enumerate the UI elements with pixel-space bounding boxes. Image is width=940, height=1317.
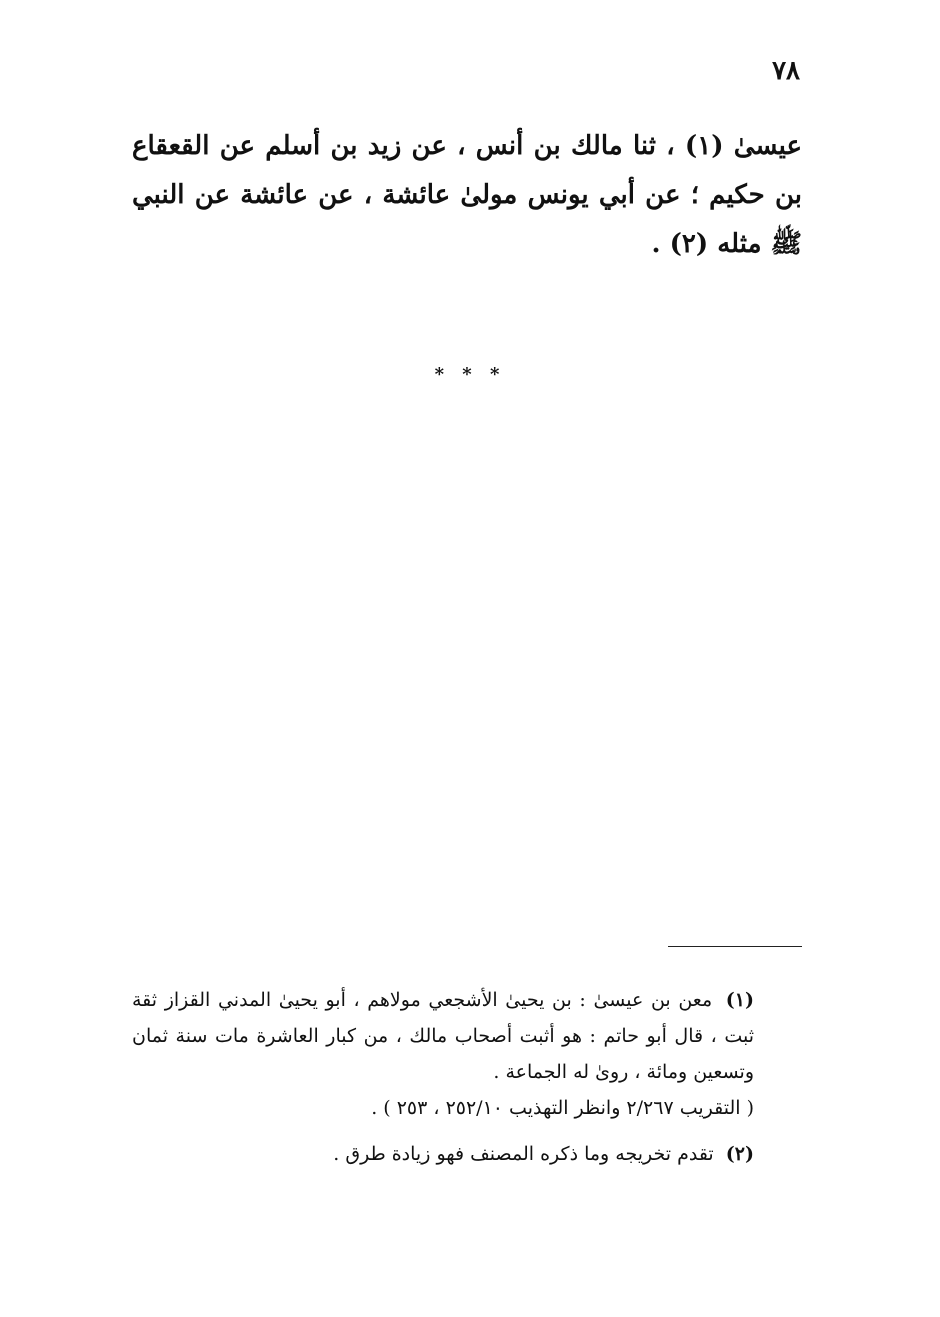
main-paragraph: عيسىٰ (١) ، ثنا مالك بن أنس ، عن زيد بن أسلم عن القعقاع بن حكيم ؛ عن أبي يونس مولىٰ عائشة ، عن عائشة عن النبي ﷺ مثله (٢) . bbox=[132, 131, 802, 259]
footnote-divider bbox=[668, 946, 802, 947]
footnotes bbox=[132, 982, 802, 1182]
footnote-2-marker: (٢) bbox=[725, 1143, 754, 1165]
footnote-1-text: معن بن عيسىٰ : بن يحيىٰ الأشجعي مولاهم ، أبو يحيىٰ المدني القزاز ثقة ثبت ، قال أبو حاتم : هو أثبت أصحاب مالك ، من كبار العاشرة مات سنة ثمان وتسعين ومائة ، روىٰ له الجماعة . bbox=[132, 989, 754, 1083]
footnote-2-text: تقدم تخريجه وما ذكره المصنف فهو زيادة طرق . bbox=[333, 1143, 714, 1165]
page-number: ٧٨ bbox=[772, 56, 800, 86]
section-separator: * * * bbox=[434, 364, 506, 385]
footnote-2 bbox=[132, 1136, 802, 1172]
footnote-1 bbox=[132, 982, 802, 1126]
main-text bbox=[132, 122, 802, 269]
footnote-1-continuation: ( التقريب ٢/٢٦٧ وانظر التهذيب ٢٥٢/١٠ ، ٢٥٣ ) . bbox=[371, 1097, 754, 1119]
footnote-1-marker: (١) bbox=[725, 989, 754, 1011]
